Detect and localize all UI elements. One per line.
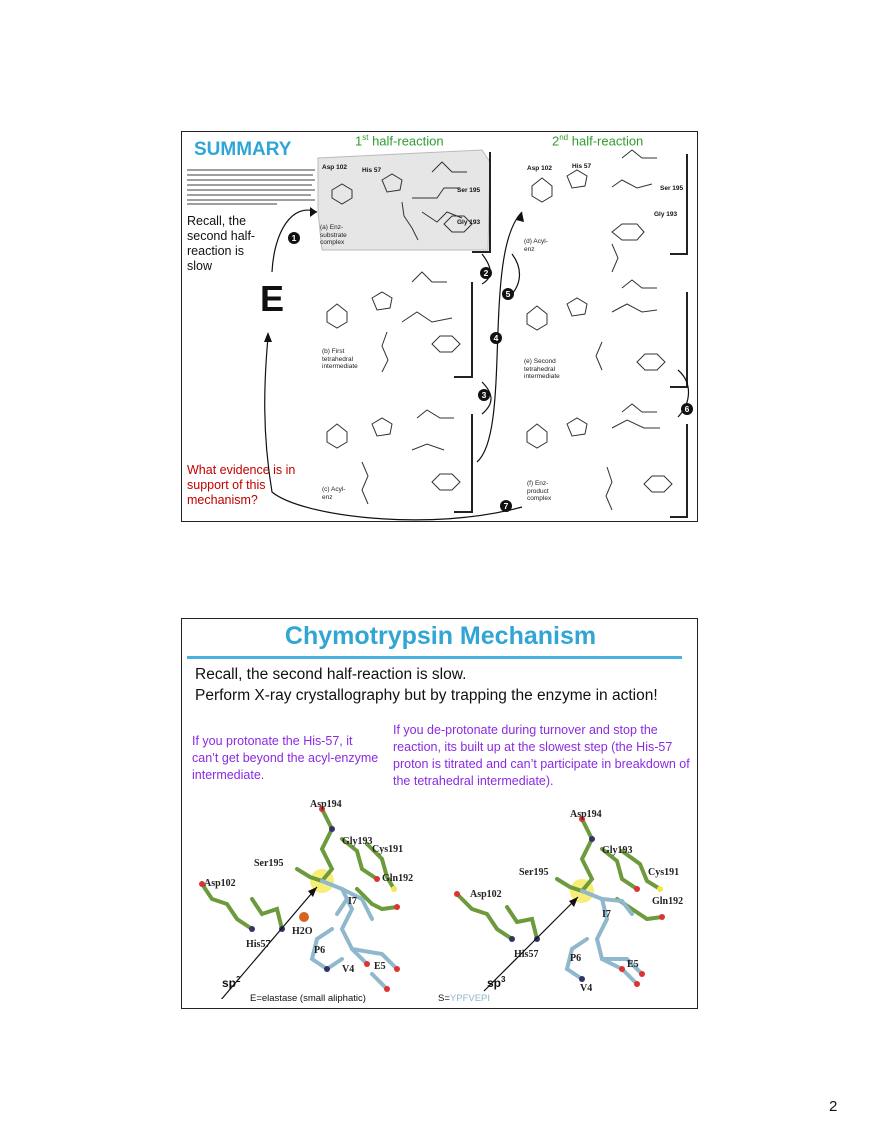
svg-text:His57: His57 — [514, 949, 539, 960]
page-number: 2 — [829, 1098, 838, 1115]
panel-f-label: (f) Enz- product complex — [527, 480, 552, 502]
step-4-marker: 4 — [490, 332, 502, 344]
svg-text:Asp102: Asp102 — [470, 889, 502, 900]
label-gly193-a: Gly 193 — [457, 219, 481, 226]
arrow-d-to-e — [512, 254, 520, 294]
crystal-structures — [182, 789, 698, 999]
chymotrypsin-slide — [181, 618, 698, 1009]
panel-d-label: (d) Acyl- enz — [524, 238, 548, 253]
body-line-2: Perform X-ray crystallography but by trapping the enzyme in action! — [195, 687, 658, 704]
step-6-marker: 6 — [681, 403, 693, 415]
evidence-question: What evidence is in support of this mechanism? — [187, 463, 296, 507]
step-2-marker: 2 — [480, 267, 492, 279]
svg-text:Ser195: Ser195 — [519, 867, 549, 878]
svg-text:Gly193: Gly193 — [342, 836, 373, 847]
svg-text:I7: I7 — [348, 896, 357, 907]
label-ser195-d: Ser 195 — [660, 185, 684, 192]
svg-text:E5: E5 — [374, 961, 386, 972]
label-asp102-a: Asp 102 — [322, 164, 347, 171]
svg-text:P6: P6 — [314, 945, 326, 956]
svg-text:H2O: H2O — [292, 926, 313, 937]
panel-f-frame — [670, 424, 687, 517]
slide-title: Chymotrypsin Mechanism — [284, 622, 597, 650]
slide-body — [195, 664, 695, 706]
panel-e-label: (e) Second tetrahedral intermediate — [524, 358, 560, 380]
panel-b-frame — [454, 282, 472, 377]
panel-a-label: (a) Enz- substrate complex — [320, 224, 347, 246]
svg-text:V4: V4 — [580, 983, 593, 994]
panel-c-label: (c) Acyl- enz — [322, 486, 346, 501]
step-5-marker: 5 — [502, 288, 514, 300]
summary-slide — [181, 131, 698, 522]
protonate-note: If you protonate the His-57, it can’t get beyond the acyl-enzyme intermediate. — [192, 734, 379, 782]
svg-text:Gln192: Gln192 — [382, 873, 414, 884]
svg-text:Asp194: Asp194 — [570, 809, 602, 820]
first-half-heading: 1st half-reaction — [355, 133, 444, 149]
label-ser195-a: Ser 195 — [457, 187, 481, 194]
svg-text:Asp102: Asp102 — [204, 878, 236, 889]
arrow-f-to-e — [265, 337, 522, 520]
svg-text:Ser195: Ser195 — [254, 858, 284, 869]
panel-b-label: (b) First tetrahedral intermediate — [322, 348, 358, 370]
svg-text:P6: P6 — [570, 953, 582, 964]
step-3-marker: 3 — [478, 389, 490, 401]
summary-title: SUMMARY — [194, 139, 292, 160]
deprotonate-note: If you de-protonate during turnover and stop the reaction, its built up at the slowest step (the His-57 proton is titrated and can’t participate in breakdown of the tetrahedral intermediate). — [393, 723, 690, 788]
svg-text:Asp194: Asp194 — [310, 799, 342, 810]
enzyme-label: E — [260, 278, 285, 319]
svg-text:E5: E5 — [627, 959, 639, 970]
label-his57-d: His 57 — [572, 163, 592, 170]
svg-text:V4: V4 — [342, 964, 355, 975]
label-asp102-d: Asp 102 — [527, 165, 552, 172]
body-line-1: Recall, the second half-reaction is slow. — [195, 666, 467, 683]
step-1-marker: 1 — [288, 232, 300, 244]
recall-note: Recall, the second half-reaction is slow — [187, 214, 256, 273]
right-structure — [454, 809, 683, 994]
step-7-marker: 7 — [500, 500, 512, 512]
mechanism-diagram — [182, 132, 698, 522]
caption-sequence: S=YPFVEPI — [438, 993, 491, 1004]
svg-text:Gly193: Gly193 — [602, 845, 633, 856]
panel-d-frame — [670, 154, 687, 254]
panel-c-frame — [454, 414, 472, 512]
svg-text:Cys191: Cys191 — [372, 844, 404, 855]
water-molecule — [299, 912, 309, 922]
svg-text:His57: His57 — [246, 939, 271, 950]
panel-e-frame — [670, 292, 687, 387]
sp2-label: $sp^2$ — [222, 975, 241, 990]
svg-text:I7: I7 — [602, 909, 611, 920]
title-underline — [187, 656, 682, 659]
sp3-label: $sp^3$ — [487, 975, 506, 990]
left-structure — [199, 799, 413, 999]
caption-elastase: E=elastase (small aliphatic) — [250, 993, 366, 1004]
second-half-heading: 2nd half-reaction — [552, 133, 644, 149]
label-gly193-d: Gly 193 — [654, 211, 678, 218]
svg-text:Cys191: Cys191 — [648, 867, 680, 878]
label-his57-a: His 57 — [362, 167, 382, 174]
svg-text:Gln192: Gln192 — [652, 896, 684, 907]
